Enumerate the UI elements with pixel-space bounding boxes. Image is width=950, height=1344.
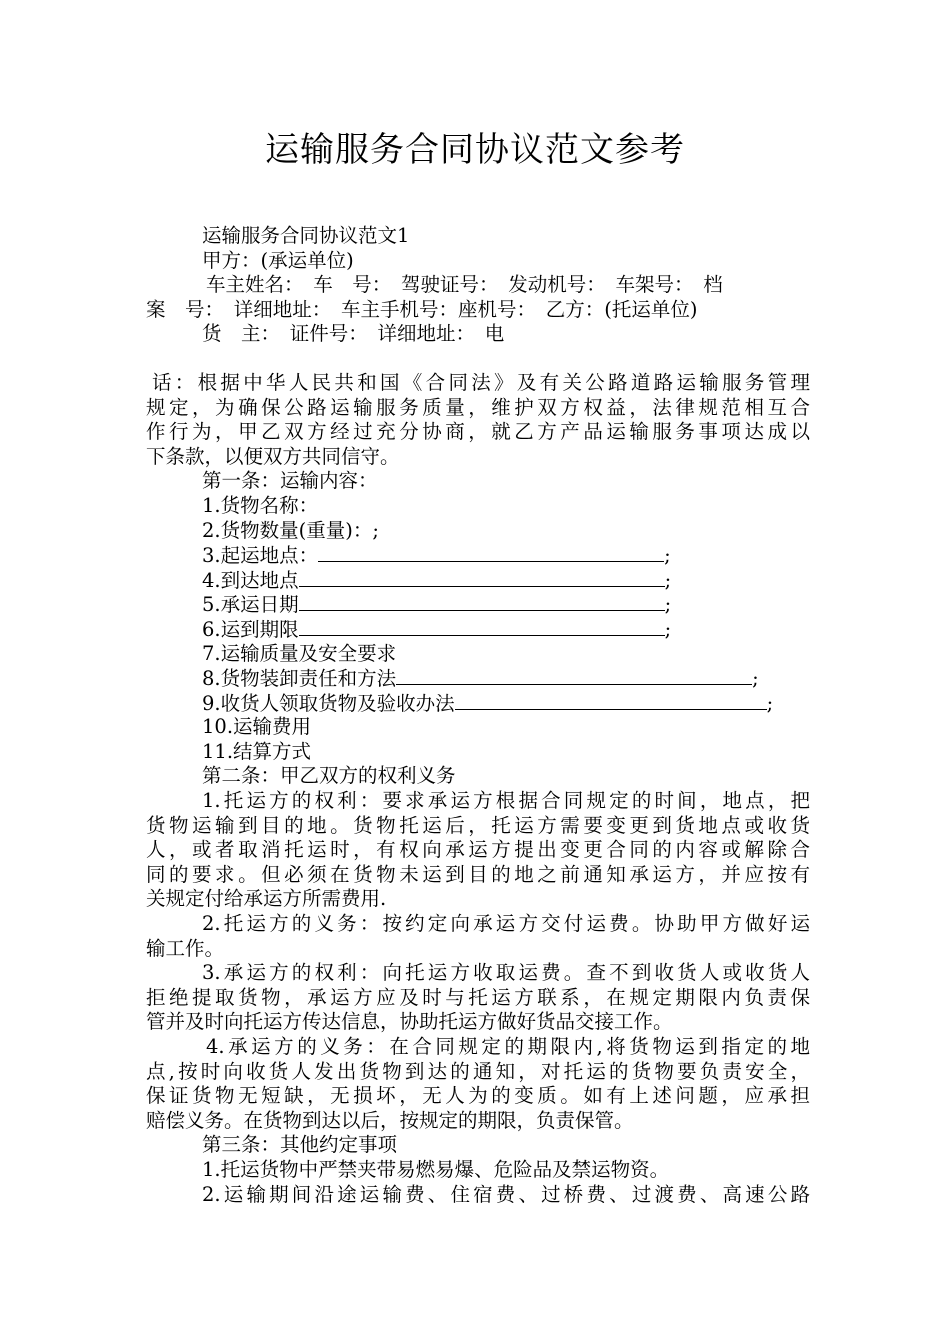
blank-underline (299, 568, 665, 587)
item-8 (146, 666, 810, 691)
item-3-label: 3.起运地点： (202, 544, 319, 568)
blank-underline (299, 592, 665, 611)
item-5-label: 5.承运日期 (202, 593, 299, 617)
semicolon: ; (664, 544, 671, 568)
other-1: 1.托运货物中严禁夹带易燃易爆、危险品及禁运物资。 (202, 1157, 670, 1181)
para-line: 保证货物无短缺，无损坏，无人为的变质。如有上述问题，应承担 (146, 1084, 810, 1108)
semicolon: ; (664, 617, 672, 641)
item-9-label: 9.收货人领取货物及验收办法 (202, 691, 455, 715)
para-line: 货物运输到目的地。货物托运后，托运方需要变更到货地点或收货 (146, 813, 810, 837)
item-7: 7.运输质量及安全要求 (202, 641, 397, 665)
para-line: 输工作。 (146, 936, 225, 960)
para-line: 规定，为确保公路运输服务质量，维护双方权益，法律规范相互合 (146, 395, 810, 419)
item-1: 1.货物名称： (202, 493, 319, 517)
item-4 (146, 568, 810, 593)
para-line: 下条款，以便双方共同信守。 (146, 444, 400, 468)
blank-underline (318, 543, 664, 562)
article-2-heading: 第二条：甲乙双方的权利义务 (202, 764, 456, 788)
semicolon: ; (766, 691, 774, 715)
semicolon: ; (664, 568, 672, 592)
para-line: 赔偿义务。在货物到达以后，按规定的期限，负责保管。 (146, 1108, 634, 1132)
para-line: 4.承运方的义务：在合同规定的期限内,将货物运到指定的地 (206, 1035, 810, 1058)
fields-line-2: 案 号： 详细地址： 车主手机号：座机号： 乙方：(托运单位) (146, 297, 698, 321)
item-10: 10.运输费用 (202, 715, 312, 739)
item-6-label: 6.运到期限 (202, 617, 299, 641)
item-8-label: 8.货物装卸责任和方法 (202, 667, 397, 691)
para-line: 1.托运方的权利：要求承运方根据合同规定的时间，地点，把 (202, 789, 810, 813)
para-line: 拒绝提取货物，承运方应及时与托运方联系，在规定期限内负责保 (146, 985, 810, 1009)
document-title: 运输服务合同协议范文参考 (265, 130, 685, 170)
subtitle: 运输服务合同协议范文1 (202, 224, 410, 247)
para-line: 话：根据中华人民共和国《合同法》及有关公路道路运输服务管理 (152, 370, 810, 394)
other-2: 2.运输期间沿途运输费、住宿费、过桥费、过渡费、高速公路 (202, 1182, 810, 1206)
para-line: 3.承运方的权利：向托运方收取运费。查不到收货人或收货人 (202, 961, 810, 985)
para-line: 人，或者取消托运时，有权向承运方提出变更合同的内容或解除合 (146, 838, 810, 862)
article-3-heading: 第三条：其他约定事项 (202, 1133, 398, 1157)
fields-line-1: 车主姓名： 车 号： 驾驶证号： 发动机号： 车架号： 档 (206, 273, 723, 297)
blank-underline (455, 691, 767, 710)
para-line: 作行为，甲乙双方经过充分协商，就乙方产品运输服务事项达成以 (146, 420, 810, 444)
para-line: 关规定付给承运方所需费用. (146, 887, 387, 911)
item-2: 2.货物数量(重量)：; (202, 518, 379, 542)
blank-underline (299, 617, 665, 636)
item-6 (146, 617, 810, 642)
party-a: 甲方：(承运单位) (202, 248, 354, 272)
para-line: 管并及时向托运方传达信息，协助托运方做好货品交接工作。 (146, 1010, 673, 1034)
para-line: 同的要求。但必须在货物未运到目的地之前通知承运方，并应按有 (146, 862, 810, 886)
blank-underline (396, 666, 752, 685)
semicolon: ; (664, 593, 672, 617)
fields-line-3: 货 主： 证件号： 详细地址： 电 (202, 322, 505, 346)
para-line: 2.托运方的义务：按约定向承运方交付运费。协助甲方做好运 (202, 912, 810, 936)
item-9 (146, 691, 810, 716)
para-line: 点,按时向收货人发出货物到达的通知，对托运的货物要负责安全， (146, 1059, 810, 1083)
item-3 (146, 543, 810, 568)
article-1-heading: 第一条：运输内容： (202, 469, 378, 493)
document-body (146, 224, 810, 1207)
semicolon: ; (752, 667, 759, 691)
item-5 (146, 592, 810, 617)
item-4-label: 4.到达地点 (202, 568, 299, 592)
item-11: 11.结算方式 (202, 739, 312, 763)
blank-line (146, 347, 810, 371)
